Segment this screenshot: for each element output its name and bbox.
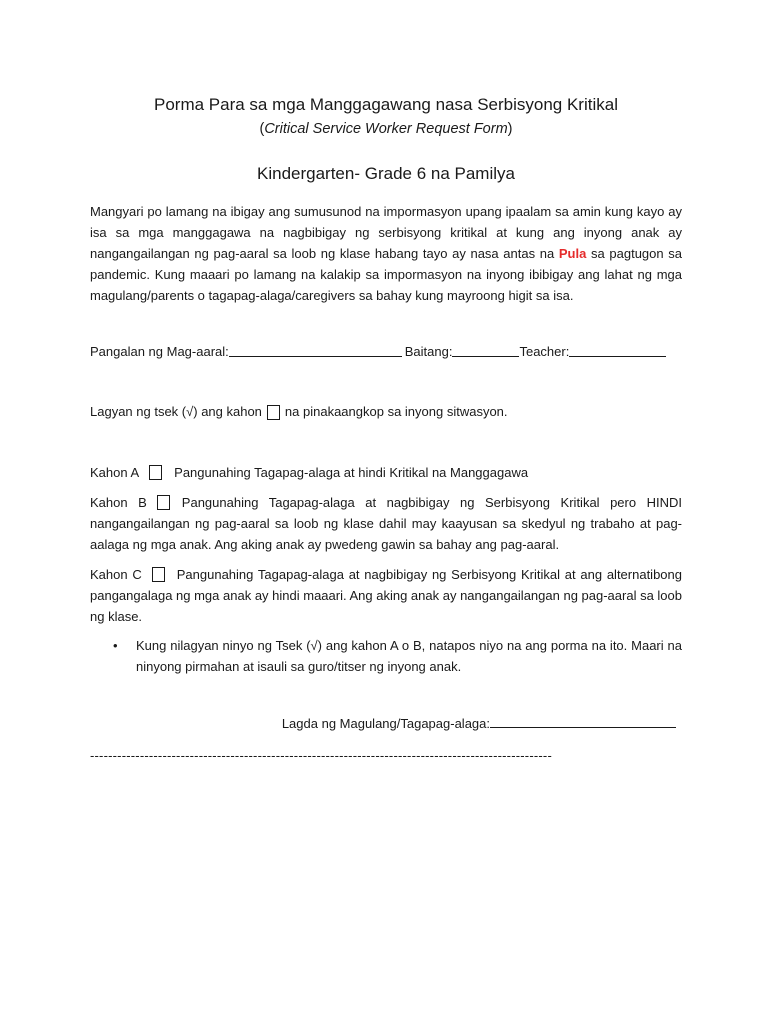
option-c-label: Kahon C xyxy=(90,567,142,582)
intro-text-2: sa pagtugon sa pandemic. Kung maaari po lamang na kalakip sa impormasyon na inyong ibibigay ang lahat ng mga magulang/parents o tagapag-alaga/caregivers sa bahay kung mayroong higit sa isa. xyxy=(90,246,682,303)
subtitle-open-paren: ( xyxy=(259,121,265,137)
bullet-icon: • xyxy=(113,638,118,653)
option-a xyxy=(90,462,682,483)
option-a-label: Kahon A xyxy=(90,465,140,480)
student-name-field[interactable] xyxy=(229,342,402,357)
grade-field[interactable] xyxy=(452,342,519,357)
instruction-text-2: na pinakaangkop sa inyong sitwasyon. xyxy=(284,404,508,419)
form-heading: Kindergarten- Grade 6 na Pamilya xyxy=(257,164,515,183)
option-b-text: Pangunahing Tagapag-alaga at nagbibigay ng Serbisyong Kritikal pero HINDI nangangailangan ng pag-aaral sa loob ng klase dahil may kaayusan sa skedyul ng trabaho at pag-aalaga ng mga anak. Ang aking anak ay pwedeng gawin sa bahay ang pag-aaral. xyxy=(90,495,683,552)
option-c xyxy=(90,564,682,627)
cut-divider: ------------------------------------------------------------------------------------------------------ xyxy=(90,748,552,763)
intro-paragraph xyxy=(90,201,682,306)
form-subtitle xyxy=(90,118,682,140)
teacher-field[interactable] xyxy=(569,342,666,357)
subtitle-text: Critical Service Worker Request Form xyxy=(264,121,508,137)
instruction-line xyxy=(90,402,682,422)
note-text: Kung nilagyan ninyo ng Tsek (√) ang kahon A o B, natapos niyo na ang porma na ito. Maari na ninyong pirmahan at isauli sa guro/titser ng inyong anak. xyxy=(136,638,682,674)
option-c-checkbox[interactable] xyxy=(152,567,165,582)
student-info-row xyxy=(90,342,682,362)
option-c-text: Pangunahing Tagapag-alaga at nagbibigay ng Serbisyong Kritikal at ang alternatibong pangangalaga ng mga anak ay hindi maaari. Ang aking anak ay nangangailangan ng pag-aaral sa loob ng klase. xyxy=(90,567,682,624)
option-b xyxy=(90,492,682,555)
signature-row xyxy=(90,713,682,734)
signature-label: Lagda ng Magulang/Tagapag-alaga: xyxy=(281,716,490,731)
sample-checkbox-icon xyxy=(267,405,280,420)
note-bullet xyxy=(90,635,682,677)
subtitle-close-paren: ) xyxy=(507,121,513,137)
option-b-label: Kahon B xyxy=(90,495,147,510)
intro-red-word: Pula xyxy=(558,246,587,261)
intro-text-1: Mangyari po lamang na ibigay ang sumusunod na impormasyon upang ipaalam sa amin kung kayo ay isa sa mga manggagawa na nagbibigay ng serbisyong kritikal at kung ang inyong anak ay nangangailangan ng pag-aaral sa loob ng klase habang tayo ay nasa antas na xyxy=(90,204,682,261)
form-page xyxy=(90,94,682,764)
grade-label: Baitang: xyxy=(404,344,453,359)
option-b-checkbox[interactable] xyxy=(157,495,170,510)
signature-field[interactable] xyxy=(490,713,676,728)
teacher-label: Teacher: xyxy=(519,344,570,359)
option-a-checkbox[interactable] xyxy=(149,465,162,480)
student-name-label: Pangalan ng Mag-aaral: xyxy=(90,344,229,359)
instruction-text-1: Lagyan ng tsek (√) ang kahon xyxy=(90,404,262,419)
option-a-text: Pangunahing Tagapag-alaga at hindi Kritikal na Manggagawa xyxy=(174,465,529,480)
form-title: Porma Para sa mga Manggagawang nasa Serbisyong Kritikal xyxy=(154,95,618,114)
